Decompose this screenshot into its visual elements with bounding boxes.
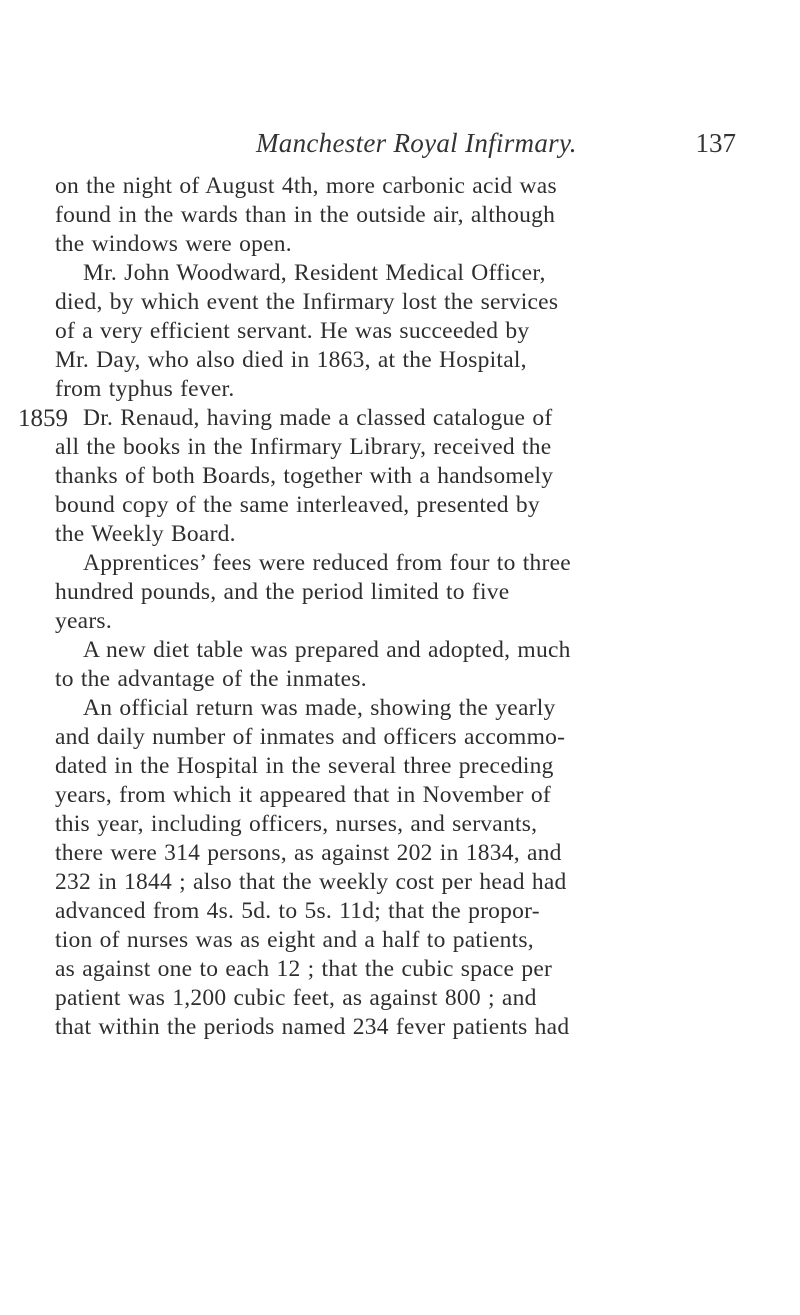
text-line: years, from which it appeared that in November of bbox=[55, 782, 551, 808]
text-line: A new diet table was prepared and adopted, much bbox=[83, 637, 571, 663]
margin-year: 1859 bbox=[18, 405, 68, 432]
text-line: the Weekly Board. bbox=[55, 521, 236, 547]
text-line: tion of nurses was as eight and a half to patients, bbox=[55, 927, 534, 953]
text-line: bound copy of the same interleaved, presented by bbox=[55, 492, 540, 518]
text-line: Dr. Renaud, having made a classed catalogue of bbox=[83, 405, 553, 431]
text-line: the windows were open. bbox=[55, 231, 292, 257]
text-line: Mr. Day, who also died in 1863, at the Hospital, bbox=[55, 347, 527, 373]
text-line: dated in the Hospital in the several three preceding bbox=[55, 753, 554, 779]
text-line: Mr. John Woodward, Resident Medical Officer, bbox=[83, 260, 546, 286]
text-line: years. bbox=[55, 608, 112, 634]
text-line: patient was 1,200 cubic feet, as against 800 ; and bbox=[55, 985, 537, 1011]
body-text bbox=[55, 172, 745, 1042]
running-head: Manchester Royal Infirmary. bbox=[256, 128, 577, 158]
text-line: there were 314 persons, as against 202 in 1834, and bbox=[55, 840, 562, 866]
text-line: of a very efficient servant. He was succeeded by bbox=[55, 318, 530, 344]
page-header bbox=[256, 128, 736, 168]
text-line: all the books in the Infirmary Library, received the bbox=[55, 434, 552, 460]
text-line: advanced from 4s. 5d. to 5s. 11d; that the propor- bbox=[55, 898, 540, 924]
text-line: that within the periods named 234 fever patients had bbox=[55, 1014, 570, 1040]
page-number: 137 bbox=[695, 128, 736, 158]
text-line: Apprentices’ fees were reduced from four to three bbox=[83, 550, 571, 576]
text-line: on the night of August 4th, more carbonic acid was bbox=[55, 173, 557, 199]
text-line: as against one to each 12 ; that the cubic space per bbox=[55, 956, 553, 982]
text-line: hundred pounds, and the period limited to five bbox=[55, 579, 510, 605]
text-line: died, by which event the Infirmary lost the services bbox=[55, 289, 559, 315]
text-line: and daily number of inmates and officers accommo- bbox=[55, 724, 566, 750]
text-line: this year, including officers, nurses, and servants, bbox=[55, 811, 538, 837]
text-line: to the advantage of the inmates. bbox=[55, 666, 367, 692]
text-line: from typhus fever. bbox=[55, 376, 235, 402]
text-line: An official return was made, showing the yearly bbox=[83, 695, 556, 721]
text-line: 232 in 1844 ; also that the weekly cost per head had bbox=[55, 869, 567, 895]
text-line: thanks of both Boards, together with a handsomely bbox=[55, 463, 554, 489]
text-line: found in the wards than in the outside air, although bbox=[55, 202, 556, 228]
